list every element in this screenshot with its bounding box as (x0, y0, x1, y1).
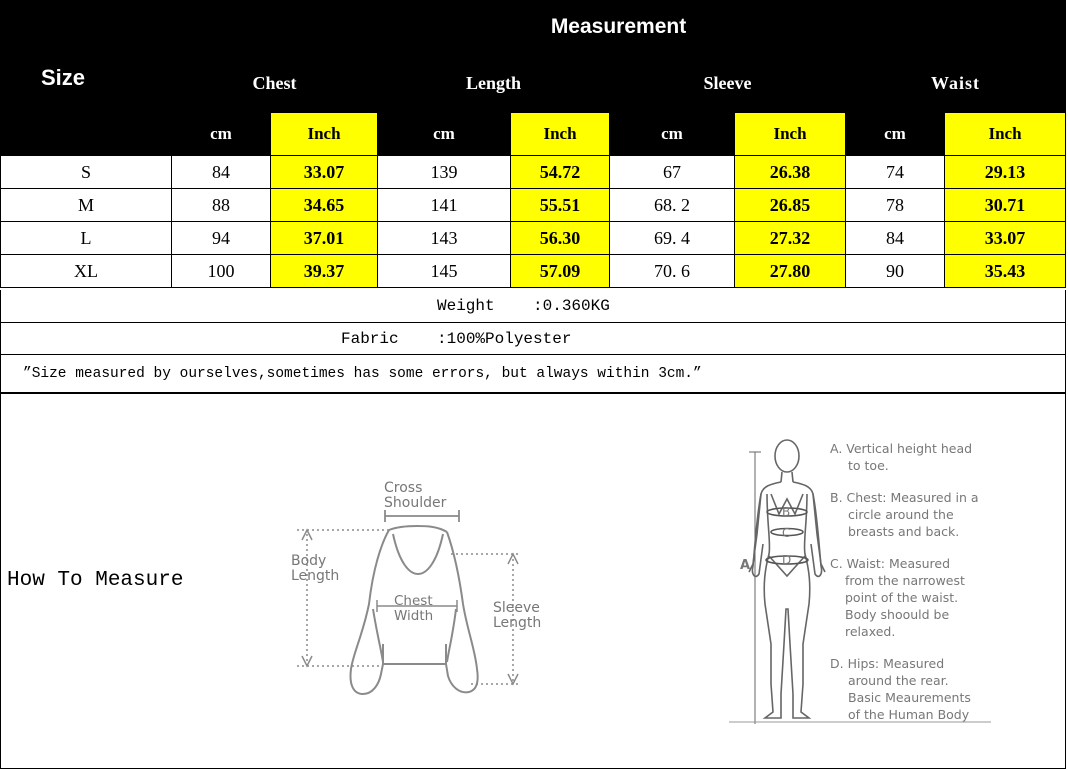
waist-cm-cell: 74 (846, 156, 945, 189)
size-note: ”Size measured by ourselves,sometimes has some errors, but always within 3cm.” (23, 366, 702, 382)
chest-inch-cell: 34.65 (271, 189, 378, 222)
sleeve-inch-cell: 26.38 (735, 156, 846, 189)
length-cm-cell: 139 (378, 156, 511, 189)
unit-cm: cm (846, 113, 945, 156)
chest-width-label-2: Width (394, 608, 434, 624)
cross-shoulder-label-1: Cross (384, 480, 423, 496)
length-header: Length (378, 54, 610, 113)
legend-line: B. Chest: Measured in a (830, 490, 979, 505)
note-row (0, 355, 1066, 393)
length-inch-cell: 56.30 (511, 222, 610, 255)
waist-inch-cell: 29.13 (945, 156, 1066, 189)
chest-width-label-1: Chest (394, 593, 433, 609)
legend-line: Body shoould be (845, 607, 950, 622)
sleeve-inch-cell: 26.85 (735, 189, 846, 222)
legend-line: point of the waist. (845, 590, 959, 605)
measurement-header: Measurement (172, 1, 1066, 54)
legend-line: of the Human Body (848, 707, 970, 722)
table-row (1, 189, 1066, 222)
waist-inch-cell: 33.07 (945, 222, 1066, 255)
sleeve-length-label-1: Sleeve (493, 600, 540, 616)
body-label-d: D (782, 553, 792, 567)
legend-line: around the rear. (848, 673, 949, 688)
fabric-text: Fabric :100%Polyester (341, 330, 572, 348)
body-label-b: B (782, 505, 791, 519)
body-length-label-2: Length (291, 568, 340, 584)
sleeve-header: Sleeve (610, 54, 846, 113)
sleeve-length-label-2: Length (493, 615, 542, 631)
sleeve-cm-cell: 69. 4 (610, 222, 735, 255)
legend-line: A. Vertical height head (830, 441, 973, 456)
table-row (1, 255, 1066, 288)
size-table (0, 0, 1066, 288)
legend-line: D. Hips: Measured (830, 656, 945, 671)
table-row (1, 222, 1066, 255)
legend-line: circle around the (848, 507, 954, 522)
legend-line: relaxed. (845, 624, 896, 639)
sleeve-cm-cell: 67 (610, 156, 735, 189)
unit-inch: Inch (735, 113, 846, 156)
unit-cm: cm (378, 113, 511, 156)
chest-header: Chest (172, 54, 378, 113)
how-to-measure-title: How To Measure (7, 569, 184, 592)
legend-line: breasts and back. (848, 524, 960, 539)
size-label: L (1, 222, 172, 255)
unit-cm: cm (610, 113, 735, 156)
chest-inch-cell: 33.07 (271, 156, 378, 189)
waist-header: Waist (846, 54, 1066, 113)
length-cm-cell: 143 (378, 222, 511, 255)
chest-cm-cell: 100 (172, 255, 271, 288)
unit-inch: Inch (945, 113, 1066, 156)
size-header: Size (1, 1, 172, 156)
size-label: M (1, 189, 172, 222)
sleeve-inch-cell: 27.80 (735, 255, 846, 288)
chest-cm-cell: 94 (172, 222, 271, 255)
unit-inch: Inch (271, 113, 378, 156)
length-inch-cell: 57.09 (511, 255, 610, 288)
legend-line: Basic Meaurements (848, 690, 971, 705)
chest-inch-cell: 37.01 (271, 222, 378, 255)
waist-inch-cell: 35.43 (945, 255, 1066, 288)
body-label-c: C (782, 526, 791, 540)
size-label: S (1, 156, 172, 189)
cross-shoulder-label-2: Shoulder (384, 495, 447, 511)
unit-inch: Inch (511, 113, 610, 156)
chest-inch-cell: 39.37 (271, 255, 378, 288)
chest-cm-cell: 84 (172, 156, 271, 189)
waist-cm-cell: 90 (846, 255, 945, 288)
body-length-label-1: Body (291, 553, 327, 569)
sleeve-cm-cell: 70. 6 (610, 255, 735, 288)
length-cm-cell: 145 (378, 255, 511, 288)
how-to-measure-section (0, 393, 1066, 769)
sleeve-inch-cell: 27.32 (735, 222, 846, 255)
weight-row (0, 290, 1066, 323)
length-inch-cell: 55.51 (511, 189, 610, 222)
legend-line: C. Waist: Measured (830, 556, 951, 571)
chest-cm-cell: 88 (172, 189, 271, 222)
table-row (1, 156, 1066, 189)
length-cm-cell: 141 (378, 189, 511, 222)
size-label: XL (1, 255, 172, 288)
length-inch-cell: 54.72 (511, 156, 610, 189)
body-label-a: A (740, 558, 751, 573)
unit-cm: cm (172, 113, 271, 156)
sleeve-cm-cell: 68. 2 (610, 189, 735, 222)
waist-cm-cell: 78 (846, 189, 945, 222)
legend-line: to toe. (848, 458, 889, 473)
waist-cm-cell: 84 (846, 222, 945, 255)
fabric-row (0, 323, 1066, 355)
weight-text: Weight :0.360KG (437, 297, 610, 315)
waist-inch-cell: 30.71 (945, 189, 1066, 222)
legend-line: from the narrowest (845, 573, 965, 588)
